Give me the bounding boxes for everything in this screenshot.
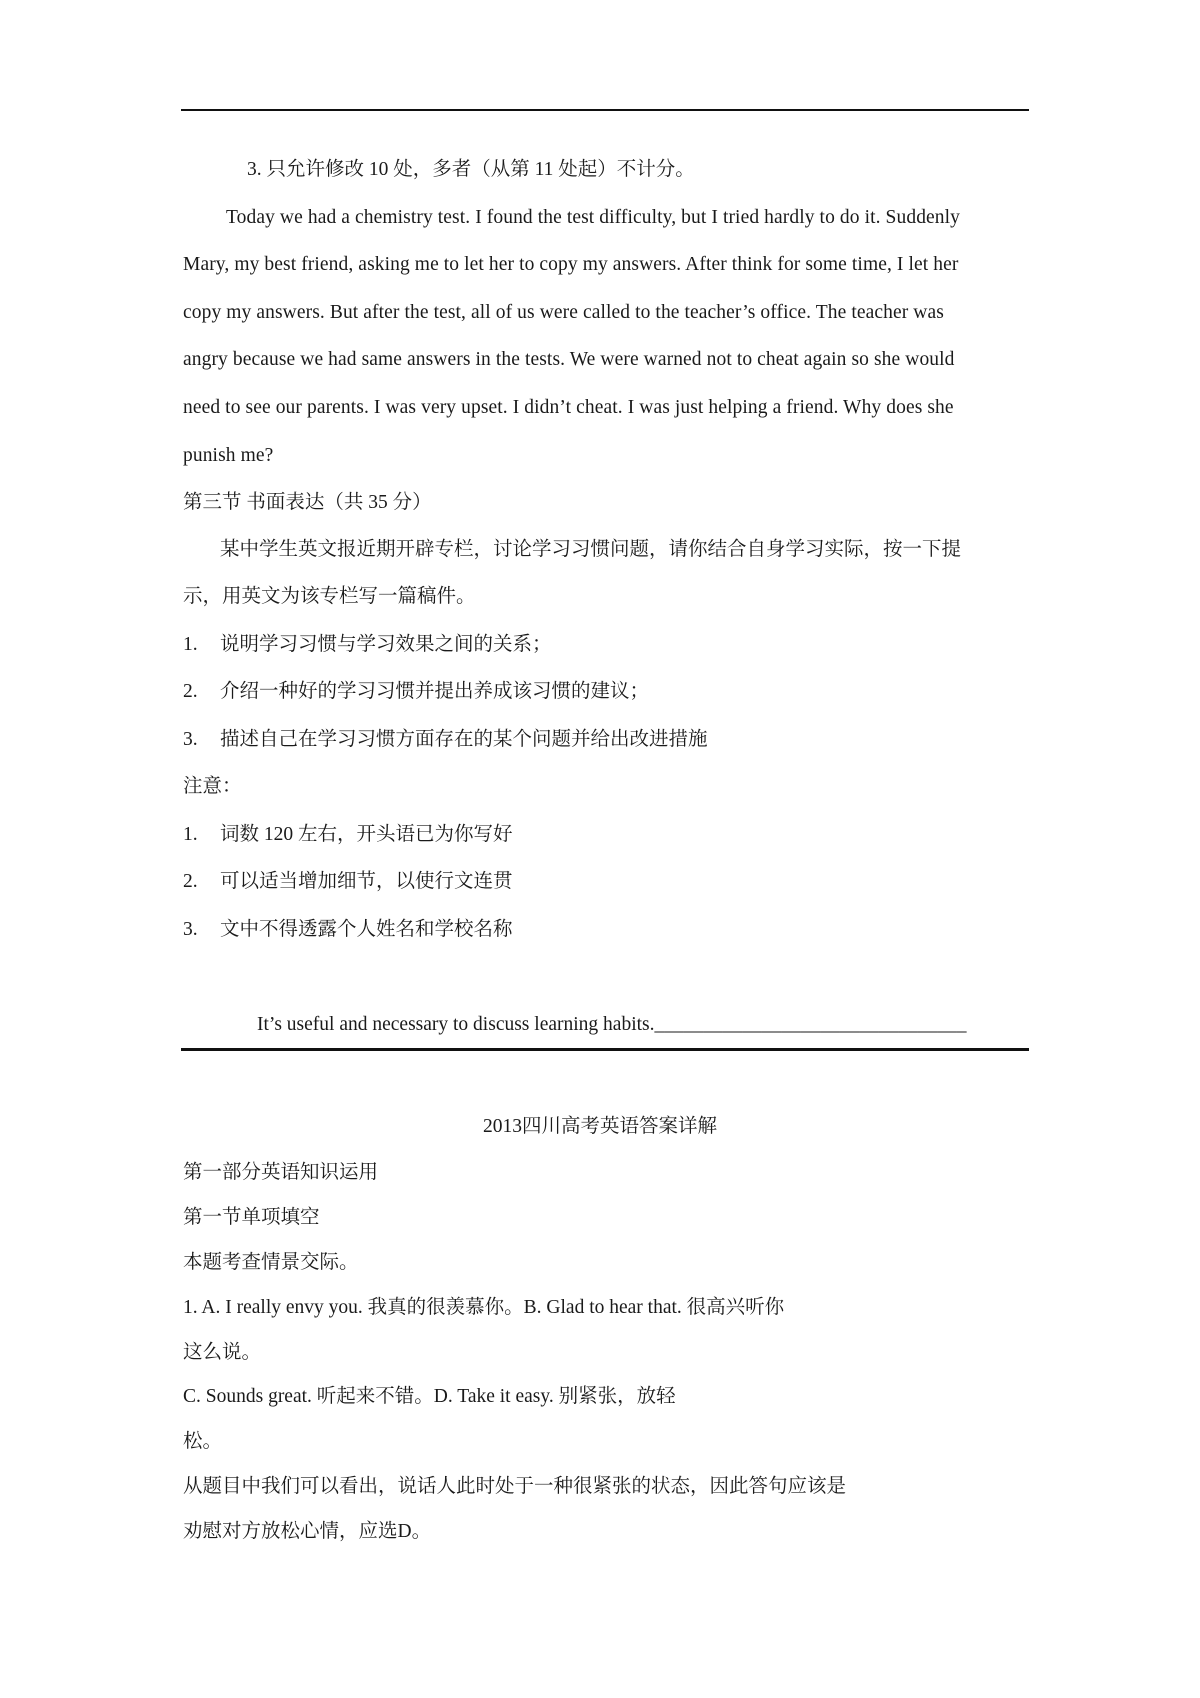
answer-line: 1. A. I really envy you. 我真的很羡慕你。B. Glad to hear that. 很高兴听你 bbox=[183, 1297, 785, 1318]
answers-section: 第一节单项填空 bbox=[183, 1207, 320, 1228]
note-item bbox=[183, 869, 513, 895]
requirement-item bbox=[183, 679, 649, 705]
answers-part: 第一部分英语知识运用 bbox=[183, 1162, 379, 1183]
rule-note: 3. 只允许修改 10 处，多者（从第 11 处起）不计分。 bbox=[247, 159, 695, 180]
section-title: 第三节 书面表达（共 35 分） bbox=[183, 492, 432, 513]
note-item bbox=[183, 917, 513, 943]
prompt-line: 某中学生英文报近期开辟专栏，讨论学习习惯问题，请你结合自身学习实际，按一下提 bbox=[220, 539, 962, 560]
note-item bbox=[183, 822, 513, 848]
answers-title: 2013四川高考英语答案详解 bbox=[482, 1116, 717, 1137]
answer-line: 松。 bbox=[183, 1431, 223, 1452]
note-text: 可以适当增加细节，以使行文连贯 bbox=[220, 871, 513, 892]
requirement-text: 介绍一种好的学习习惯并提出养成该习惯的建议； bbox=[220, 681, 650, 702]
requirement-item bbox=[183, 632, 552, 658]
top-divider bbox=[181, 109, 1029, 111]
note-text: 词数 120 左右，开头语已为你写好 bbox=[220, 824, 513, 845]
passage-line: need to see our parents. I was very upset. I didn’t cheat. I was just helping a friend. Why does she bbox=[183, 397, 954, 418]
passage-line: angry because we had same answers in the tests. We were warned not to cheat again so she would bbox=[183, 349, 955, 370]
requirement-number: 2. bbox=[183, 681, 198, 702]
answer-line: 劝慰对方放松心情，应选D。 bbox=[183, 1521, 432, 1542]
requirement-number: 3. bbox=[183, 729, 198, 750]
passage-line: copy my answers. But after the test, all of us were called to the teacher’s office. The teacher was bbox=[183, 302, 944, 323]
requirement-text: 说明学习习惯与学习效果之间的关系； bbox=[220, 634, 552, 655]
section-divider bbox=[181, 1048, 1029, 1051]
answer-line: 从题目中我们可以看出，说话人此时处于一种很紧张的状态，因此答句应该是 bbox=[183, 1476, 847, 1497]
passage-line: Today we had a chemistry test. I found the test difficulty, but I tried hardly to do it. Suddenly bbox=[226, 207, 961, 228]
note-number: 2. bbox=[183, 871, 198, 892]
note-number: 3. bbox=[183, 919, 198, 940]
passage-line: Mary, my best friend, asking me to let her to copy my answers. After think for some time, I let her bbox=[183, 254, 959, 275]
opening-sentence: It’s useful and necessary to discuss learning habits.________________________________ bbox=[257, 1014, 967, 1035]
passage-line: punish me? bbox=[183, 445, 274, 466]
requirement-item bbox=[183, 727, 708, 753]
prompt-line: 示，用英文为该专栏写一篇稿件。 bbox=[183, 586, 476, 607]
notes-label: 注意： bbox=[183, 776, 242, 797]
answer-line: 这么说。 bbox=[183, 1342, 262, 1363]
requirement-number: 1. bbox=[183, 634, 198, 655]
note-number: 1. bbox=[183, 824, 198, 845]
requirement-text: 描述自己在学习习惯方面存在的某个问题并给出改进措施 bbox=[220, 729, 708, 750]
note-text: 文中不得透露个人姓名和学校名称 bbox=[220, 919, 513, 940]
answers-topic: 本题考查情景交际。 bbox=[183, 1252, 359, 1273]
answer-line: C. Sounds great. 听起来不错。D. Take it easy. 别紧张，放轻 bbox=[183, 1386, 676, 1407]
